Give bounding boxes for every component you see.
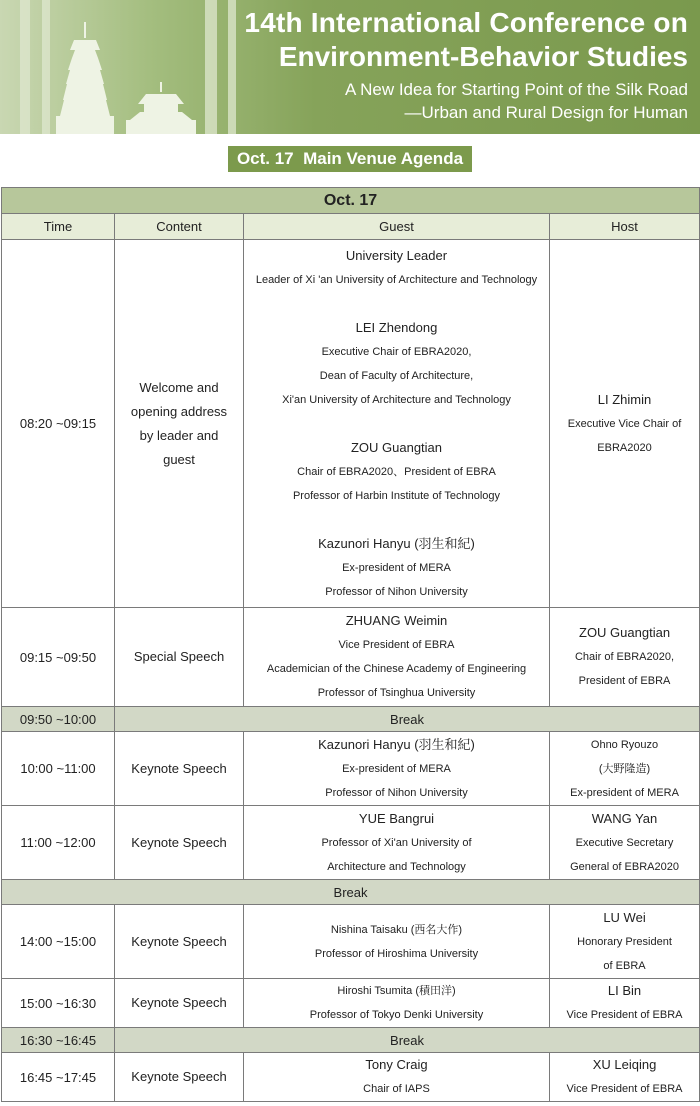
- guest-cell: [244, 1053, 550, 1102]
- guest-spacer: [244, 292, 549, 316]
- content-line: Keynote Speech: [131, 995, 227, 1010]
- guest-name: LEI Zhendong: [355, 319, 438, 335]
- guest-detail: Professor of Harbin Institute of Technology: [292, 489, 501, 502]
- content-cell: [115, 1053, 244, 1102]
- agenda-label: Oct. 17 Main Venue Agenda: [228, 146, 472, 172]
- agenda-table: [1, 187, 700, 1102]
- guest-detail: Professor of Tsinghua University: [317, 687, 476, 699]
- time-cell: 11:00 ~12:00: [2, 806, 115, 880]
- host-detail: Executive Vice Chair of: [567, 417, 682, 430]
- guest-detail: Professor of Hiroshima University: [314, 947, 479, 960]
- host-detail: General of EBRA2020: [570, 860, 679, 873]
- agenda-row: [2, 905, 700, 979]
- host-cell: [550, 905, 700, 979]
- content-cell: [115, 979, 244, 1028]
- content-line: guest: [163, 451, 195, 467]
- guest-detail: Hiroshi Tsumita (積田洋): [337, 985, 456, 997]
- content-line: Keynote Speech: [131, 933, 227, 949]
- agenda-row: [2, 979, 700, 1028]
- host-name: WANG Yan: [591, 810, 658, 826]
- pagoda-skyline-illustration: [0, 0, 260, 134]
- break-cell: Break: [115, 1028, 700, 1053]
- agenda-row: [2, 880, 700, 905]
- host-cell: [550, 732, 700, 806]
- guest-detail: Academician of the Chinese Academy of Engineering: [266, 663, 527, 675]
- conference-title-line1: 14th International Conference on: [244, 7, 688, 38]
- host-detail: Chair of EBRA2020,: [574, 651, 675, 663]
- host-cell: [550, 240, 700, 608]
- host-detail: Vice President of EBRA: [566, 1009, 683, 1021]
- agenda-row: [2, 707, 700, 732]
- host-name: LU Wei: [603, 909, 646, 925]
- host-detail: EBRA2020: [597, 441, 652, 454]
- guest-name: ZHUANG Weimin: [345, 613, 448, 628]
- guest-detail: Ex-president of MERA: [342, 762, 451, 775]
- agenda-row: [2, 1053, 700, 1102]
- time-cell: 08:20 ~09:15: [2, 240, 115, 608]
- guest-detail: Architecture and Technology: [327, 860, 466, 873]
- time-cell: 16:30 ~16:45: [2, 1028, 115, 1053]
- host-detail: Honorary President: [577, 935, 672, 948]
- conference-title-line2: Environment-Behavior Studies: [278, 41, 688, 72]
- agenda-row: [2, 608, 700, 707]
- guest-spacer: [244, 412, 549, 436]
- guest-cell: [244, 732, 550, 806]
- time-cell: 10:00 ~11:00: [2, 732, 115, 806]
- guest-detail: Professor of Tokyo Denki University: [309, 1009, 484, 1021]
- content-line: by leader and: [139, 427, 219, 443]
- guest-name: University Leader: [345, 247, 448, 263]
- guest-name: Kazunori Hanyu (羽生和紀): [318, 736, 475, 752]
- content-cell: [115, 240, 244, 608]
- column-header-host: Host: [550, 214, 700, 240]
- conference-subtitle-line1: A New Idea for Starting Point of the Silk Road: [344, 80, 688, 99]
- guest-detail: Ex-president of MERA: [342, 561, 451, 574]
- guest-cell: [244, 905, 550, 979]
- guest-spacer: [244, 508, 549, 532]
- column-header-guest: Guest: [244, 214, 550, 240]
- content-line: Keynote Speech: [131, 1069, 227, 1084]
- host-detail: Executive Secretary: [575, 836, 674, 849]
- conference-banner: [0, 0, 700, 134]
- guest-detail: Dean of Faculty of Architecture,: [319, 369, 474, 382]
- content-line: Special Speech: [133, 649, 225, 664]
- break-cell: Break: [115, 707, 700, 732]
- content-cell: [115, 905, 244, 979]
- guest-cell: [244, 608, 550, 707]
- content-line: Welcome and: [139, 379, 219, 395]
- host-cell: [550, 1053, 700, 1102]
- host-name: ZOU Guangtian: [579, 625, 671, 640]
- agenda-row: [2, 806, 700, 880]
- guest-detail: Nishina Taisaku (西名大作): [330, 923, 463, 936]
- guest-detail: Professor of Nihon University: [325, 786, 468, 799]
- guest-name: Tony Craig: [365, 1057, 428, 1072]
- content-line: opening address: [130, 403, 228, 419]
- host-cell: [550, 608, 700, 707]
- guest-detail: Chair of IAPS: [363, 1083, 430, 1095]
- host-name: LI Bin: [607, 983, 642, 998]
- agenda-row: [2, 732, 700, 806]
- break-cell: Break: [2, 880, 700, 905]
- guest-name: Kazunori Hanyu (羽生和紀): [318, 535, 475, 551]
- time-cell: 15:00 ~16:30: [2, 979, 115, 1028]
- guest-name: ZOU Guangtian: [350, 439, 443, 455]
- host-name: XU Leiqing: [592, 1057, 657, 1072]
- content-line: Keynote Speech: [131, 834, 227, 850]
- content-cell: [115, 806, 244, 880]
- host-cell: [550, 979, 700, 1028]
- conference-subtitle-line2: —Urban and Rural Design for Human: [404, 103, 688, 122]
- host-detail: President of EBRA: [578, 675, 671, 687]
- host-detail: of EBRA: [603, 959, 646, 972]
- date-header: Oct. 17: [2, 188, 700, 214]
- content-cell: [115, 608, 244, 707]
- guest-cell: [244, 240, 550, 608]
- guest-detail: Leader of Xi 'an University of Architecture and Technology: [255, 273, 538, 286]
- agenda-row: [2, 240, 700, 608]
- guest-detail: Professor of Nihon University: [325, 585, 468, 598]
- time-cell: 14:00 ~15:00: [2, 905, 115, 979]
- content-cell: [115, 732, 244, 806]
- guest-cell: [244, 806, 550, 880]
- host-detail: Vice President of EBRA: [566, 1083, 683, 1095]
- column-header-time: Time: [2, 214, 115, 240]
- time-cell: 09:50 ~10:00: [2, 707, 115, 732]
- host-cell: [550, 806, 700, 880]
- guest-detail: Chair of EBRA2020、President of EBRA: [297, 465, 496, 478]
- guest-detail: Executive Chair of EBRA2020,: [321, 345, 472, 358]
- guest-detail: Xi'an University of Architecture and Technology: [282, 393, 511, 406]
- host-detail: (大野隆造): [598, 762, 651, 775]
- column-header-content: Content: [115, 214, 244, 240]
- host-name: LI Zhimin: [597, 391, 652, 407]
- time-cell: 16:45 ~17:45: [2, 1053, 115, 1102]
- host-detail: Ex-president of MERA: [570, 786, 679, 799]
- agenda-row: [2, 1028, 700, 1053]
- guest-cell: [244, 979, 550, 1028]
- guest-detail: Professor of Xi'an University of: [321, 836, 472, 849]
- time-cell: 09:15 ~09:50: [2, 608, 115, 707]
- guest-detail: Vice President of EBRA: [338, 639, 455, 651]
- host-detail: Ohno Ryouzo: [590, 738, 659, 751]
- content-line: Keynote Speech: [131, 760, 227, 776]
- guest-name: YUE Bangrui: [358, 810, 435, 826]
